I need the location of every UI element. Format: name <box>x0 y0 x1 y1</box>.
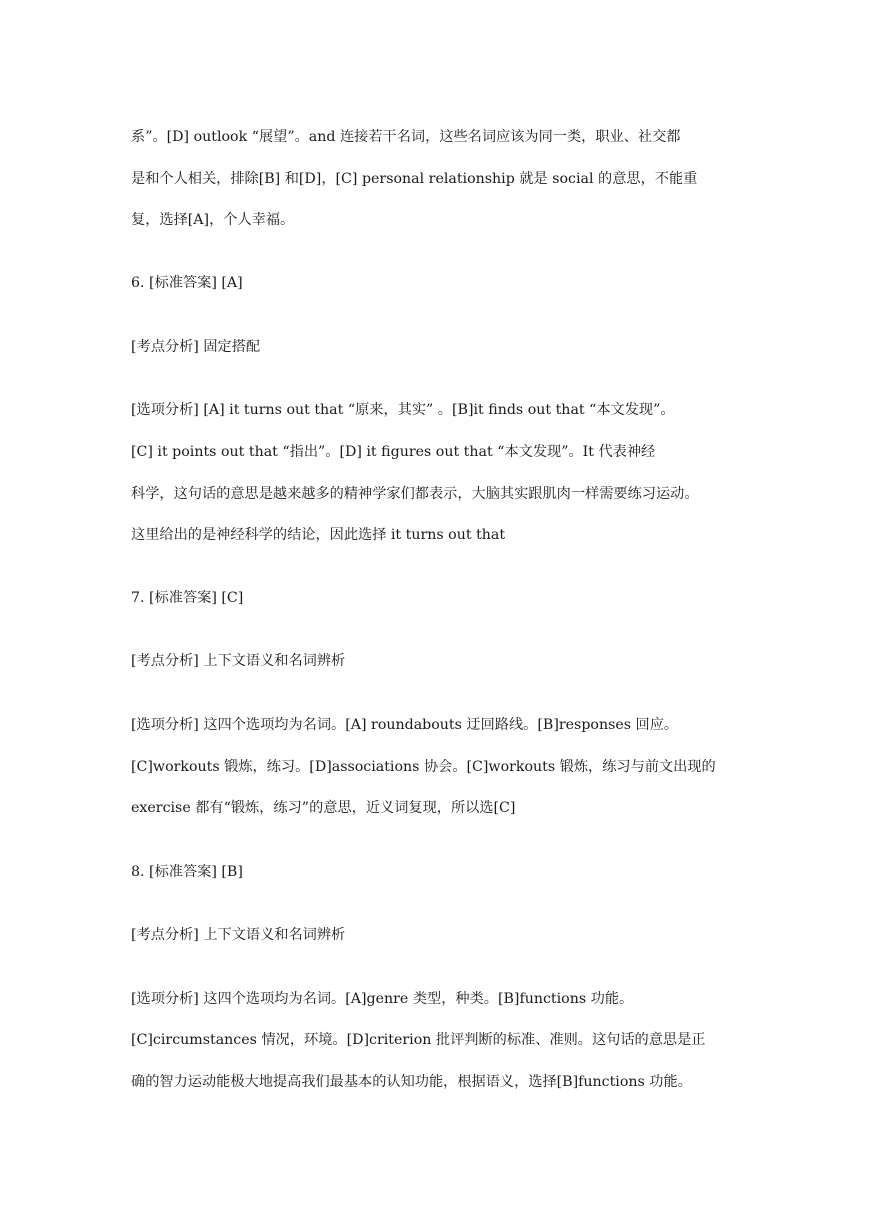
paragraph-line: 确的智力运动能极大地提高我们最基本的认知功能，根据语义，选择[B]functions 功能。 <box>131 1074 692 1090</box>
paragraph-line: 这里给出的是神经科学的结论，因此选择 it turns out that <box>131 527 506 543</box>
paragraph-line: [选项分析] 这四个选项均为名词。[A]genre 类型，种类。[B]functions 功能。 <box>131 991 634 1007</box>
analysis-heading: [考点分析] 上下文语义和名词辨析 <box>131 653 346 669</box>
paragraph-line: 复，选择[A]，个人幸福。 <box>131 212 295 228</box>
question-answer-heading: 8. [标准答案] [B] <box>131 864 243 880</box>
paragraph-line: 科学，这句话的意思是越来越多的精神学家们都表示，大脑其实跟肌肉一样需要练习运动。 <box>131 486 699 502</box>
paragraph-line: exercise 都有“锻炼，练习”的意思，近义词复现，所以选[C] <box>131 800 516 816</box>
question-answer-heading: 7. [标准答案] [C] <box>131 590 244 606</box>
paragraph-line: [C]workouts 锻炼，练习。[D]associations 协会。[C]workouts 锻炼，练习与前文出现的 <box>131 759 716 775</box>
analysis-heading: [考点分析] 固定搭配 <box>131 339 261 355</box>
paragraph-line: [选项分析] 这四个选项均为名词。[A] roundabouts 迂回路线。[B]responses 回应。 <box>131 717 679 733</box>
question-answer-heading: 6. [标准答案] [A] <box>131 275 243 291</box>
paragraph-line: [选项分析] [A] it turns out that “原来，其实” 。[B]it finds out that “本文发现”。 <box>131 402 675 418</box>
paragraph-line: 系”。[D] outlook “展望”。and 连接若干名词，这些名词应该为同一类，职业、社交都 <box>131 129 681 145</box>
paragraph-line: [C]circumstances 情况，环境。[D]criterion 批评判断的标准、准则。这句话的意思是正 <box>131 1032 706 1048</box>
paragraph-line: 是和个人相关，排除[B] 和[D]，[C] personal relationship 就是 social 的意思，不能重 <box>131 171 698 187</box>
paragraph-line: [C] it points out that “指出”。[D] it figures out that “本文发现”。It 代表神经 <box>131 444 656 460</box>
analysis-heading: [考点分析] 上下文语义和名词辨析 <box>131 927 346 943</box>
